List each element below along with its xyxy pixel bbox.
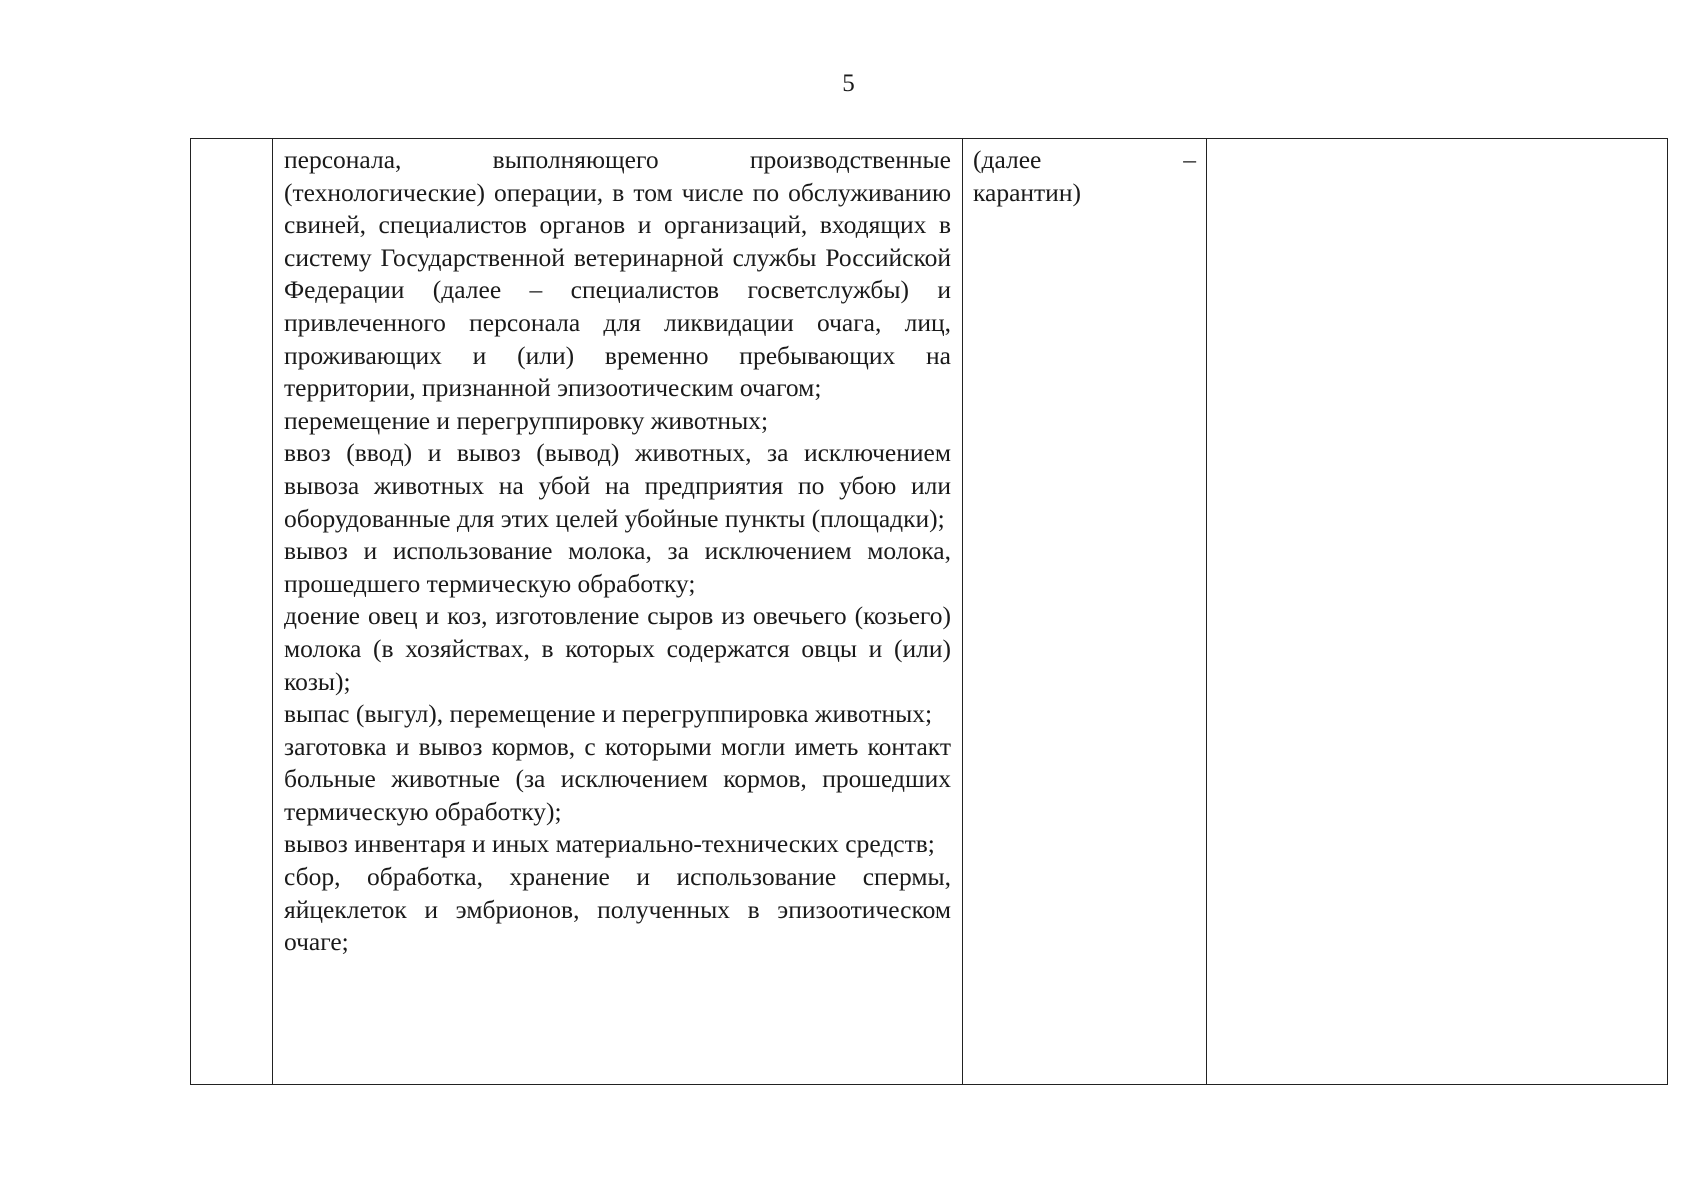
measure-paragraph: доение овец и коз, изготовление сыров из овечьего (козьего) молока (в хозяйствах, в которых содержатся овцы и (или) козы);: [284, 601, 951, 696]
term-line-2: карантин): [973, 177, 1081, 207]
measure-paragraph: заготовка и вывоз кормов, с которыми могли иметь контакт больные животные (за исключением кормов, прошедших термическую обработку);: [284, 731, 951, 826]
term-line-1: [973, 144, 1196, 177]
table-row: [191, 139, 1668, 1085]
measure-paragraph: сбор, обработка, хранение и использование спермы, яйцеклеток и эмбрионов, полученных в эпизоотическом очаге;: [284, 862, 951, 957]
term-dash: –: [1183, 145, 1196, 174]
measure-paragraph: выпас (выгул), перемещение и перегруппировка животных;: [284, 699, 933, 729]
cell-measures: [273, 139, 963, 1085]
cell-empty: [1207, 139, 1668, 1085]
measure-paragraph: перемещение и перегруппировку животных;: [284, 405, 769, 435]
cell-term: [963, 139, 1207, 1085]
measure-paragraph: ввоз (ввод) и вывоз (вывод) животных, за исключением вывоза животных на убой на предприятия по убою или оборудованные для этих целей убойные пункты (площадки);: [284, 438, 951, 533]
term-word: (далее: [973, 145, 1042, 174]
page-number: 5: [842, 70, 855, 97]
cell-number: [191, 139, 273, 1085]
measure-paragraph: персонала, выполняющего производственные (технологические) операции, в том числе по обслуживанию свиней, специалистов органов и организаций, входящих в систему Государственной ветеринарной службы Российской Федерации (далее – специалистов госветслужбы) и привлеченного персонала для ликвидации очага, лиц, проживающих и (или) временно пребывающих на территории, признанной эпизоотическим очагом;: [284, 145, 951, 403]
measure-paragraph: вывоз инвентаря и иных материально-технических средств;: [284, 829, 935, 859]
measure-paragraph: вывоз и использование молока, за исключением молока, прошедшего термическую обработку;: [284, 536, 951, 598]
document-table: [190, 138, 1668, 1085]
